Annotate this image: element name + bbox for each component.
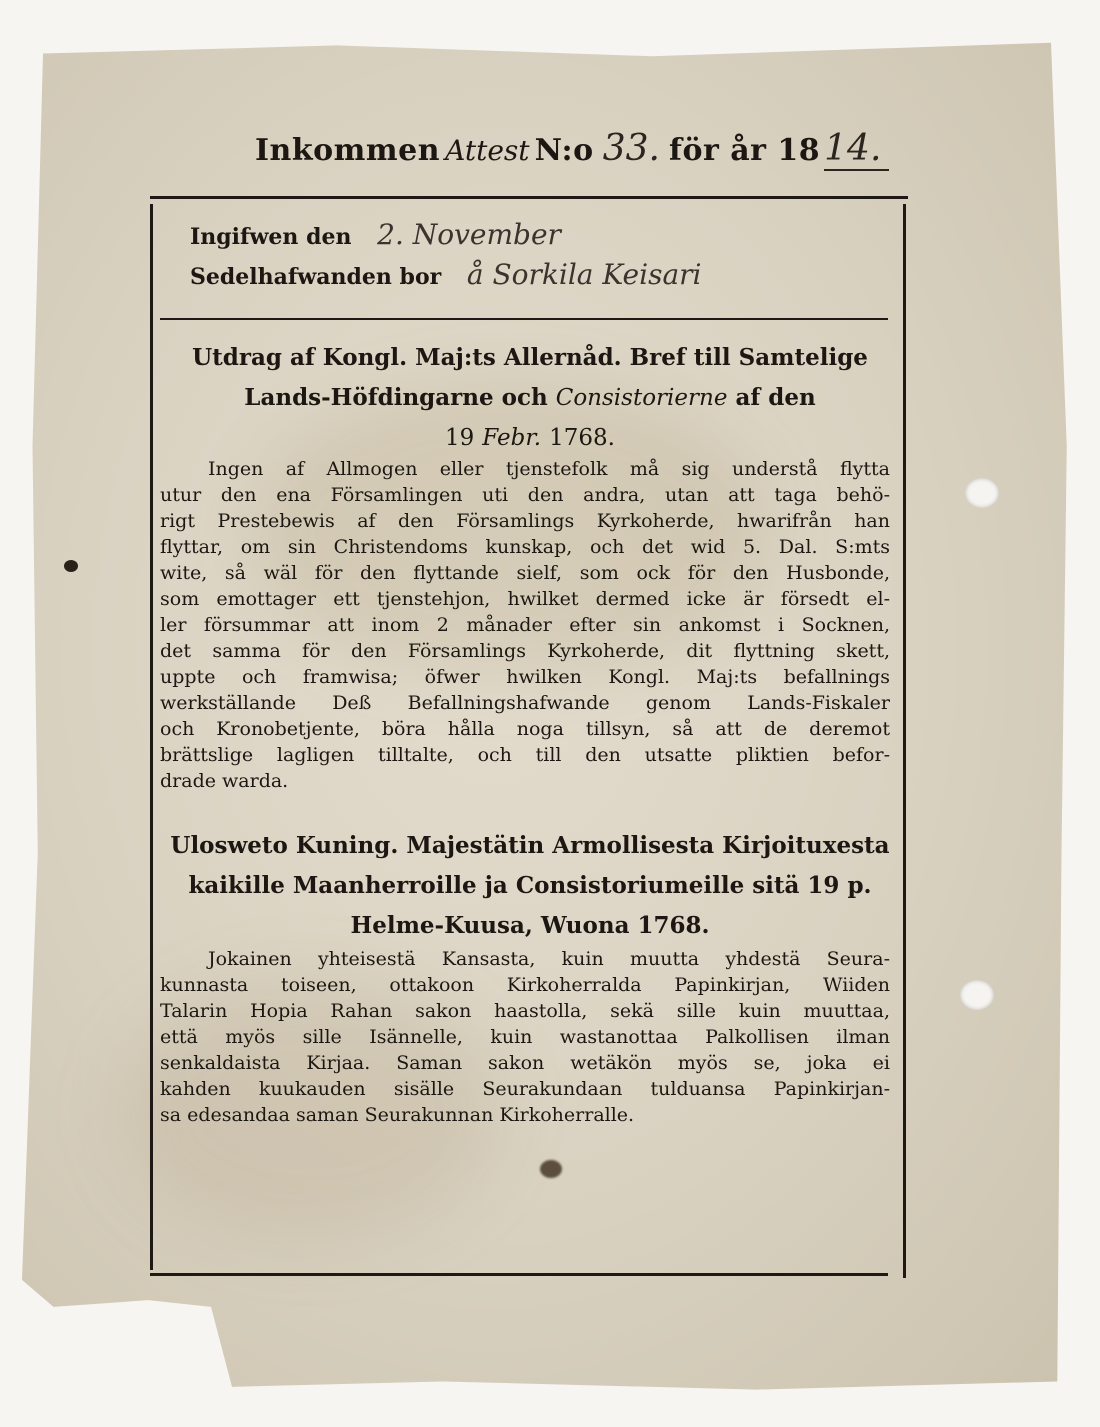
ingifwen-value: 2. November	[377, 218, 561, 251]
field-sedelhafwanden	[190, 258, 701, 291]
text-line: som emottager ett tjenstehjon, hwilket dermed icke är försedt el-	[160, 588, 890, 610]
text-line: Talarin Hopia Rahan sakon haastolla, sekä sille kuin muuttaa,	[160, 1000, 890, 1022]
finnish-title-line: Ulosweto Kuning. Majestätin Armollisesta Kirjoituxesta	[170, 832, 890, 859]
swedish-title-line: Utdrag af Kongl. Maj:ts Allernåd. Bref till Samtelige	[192, 344, 868, 371]
text-line: kahden kuukauden sisälle Seurakundaan tulduansa Papinkirjan-	[160, 1078, 890, 1100]
finnish-title-line: Helme-Kuusa, Wuona 1768.	[350, 912, 710, 939]
finnish-title-line: kaikille Maanherroille ja Consistoriumeille sitä 19 p.	[188, 872, 872, 899]
finnish-paragraph	[160, 946, 890, 1128]
heading-for-ar: för år 18	[669, 133, 821, 168]
swedish-title	[160, 338, 900, 458]
ingifwen-label: Ingifwen den	[190, 224, 352, 250]
text-line: drade warda.	[160, 770, 289, 792]
right-border	[903, 204, 906, 1278]
text-line: wite, så wäl för den flyttande sielf, som ock för den Husbonde,	[160, 562, 890, 584]
swedish-title-italic: Consistorierne	[555, 385, 728, 411]
text-line: kunnasta toiseen, ottakoon Kirkoherralda Papinkirjan, Wiiden	[160, 974, 890, 996]
heading-no: N:o	[534, 133, 594, 168]
text-line: utur den ena Församlingen uti den andra, utan att taga behö-	[160, 484, 890, 506]
handwritten-year: 14.	[824, 128, 889, 171]
ink-spot	[64, 560, 78, 572]
date-day: 19	[445, 425, 475, 451]
swedish-title-part: Lands-Höfdingarne och	[244, 384, 548, 411]
top-border	[150, 196, 908, 199]
swedish-title-line	[160, 378, 900, 418]
date-year: 1768.	[549, 425, 615, 451]
text-line: ler försummar att inom 2 månader efter sin ankomst i Socknen,	[160, 614, 890, 636]
text-line: uppte och framwisa; öfwer hwilken Kongl. Maj:ts befallnings	[160, 666, 890, 688]
ink-spot	[540, 1160, 562, 1178]
swedish-title-date	[160, 418, 900, 458]
text-line: och Kronobetjente, böra hålla noga tillsyn, så att de deremot	[160, 718, 890, 740]
swedish-title-part: af den	[735, 384, 816, 411]
text-line: että myös sille Isännelle, kuin wastanottaa Palkollisen ilman	[160, 1026, 890, 1048]
bottom-border	[150, 1273, 888, 1276]
finnish-title	[160, 826, 900, 946]
text-line: senkaldaista Kirjaa. Saman sakon wetäkön myös se, joka ei	[160, 1052, 890, 1074]
text-line: sa edesandaa saman Seurakunnan Kirkoherralle.	[160, 1104, 635, 1126]
fields-divider	[160, 318, 888, 320]
text-line: rigt Prestebewis af den Församlings Kyrkoherde, hwarifrån han	[160, 510, 890, 532]
text-line: flyttar, om sin Christendoms kunskap, och det wid 5. Dal. S:mts	[160, 536, 890, 558]
form-heading	[255, 128, 893, 169]
punch-hole	[960, 980, 994, 1010]
text-line: Ingen af Allmogen eller tjenstefolk må sig understå flytta	[208, 458, 890, 480]
left-border	[150, 204, 153, 1270]
heading-inkommen: Inkommen	[255, 133, 441, 168]
handwritten-number: 33.	[602, 128, 660, 169]
field-ingifwen	[190, 218, 561, 251]
swedish-paragraph	[160, 456, 890, 794]
sedel-value: å Sorkila Keisari	[466, 258, 702, 291]
text-line: brättslige lagligen tilltalte, och till den utsatte pliktien befor-	[160, 744, 890, 766]
punch-hole	[965, 478, 999, 508]
sedel-label: Sedelhafwanden bor	[190, 264, 442, 290]
text-line: werkställande Deß Befallningshafwande genom Lands-Fiskaler	[160, 692, 890, 714]
text-line: det samma för den Församlings Kyrkoherde, dit flyttning skett,	[160, 640, 890, 662]
heading-attest: Attest	[445, 134, 530, 167]
text-line: Jokainen yhteisestä Kansasta, kuin muutta yhdestä Seura-	[208, 948, 890, 970]
date-month: Febr.	[482, 425, 542, 451]
